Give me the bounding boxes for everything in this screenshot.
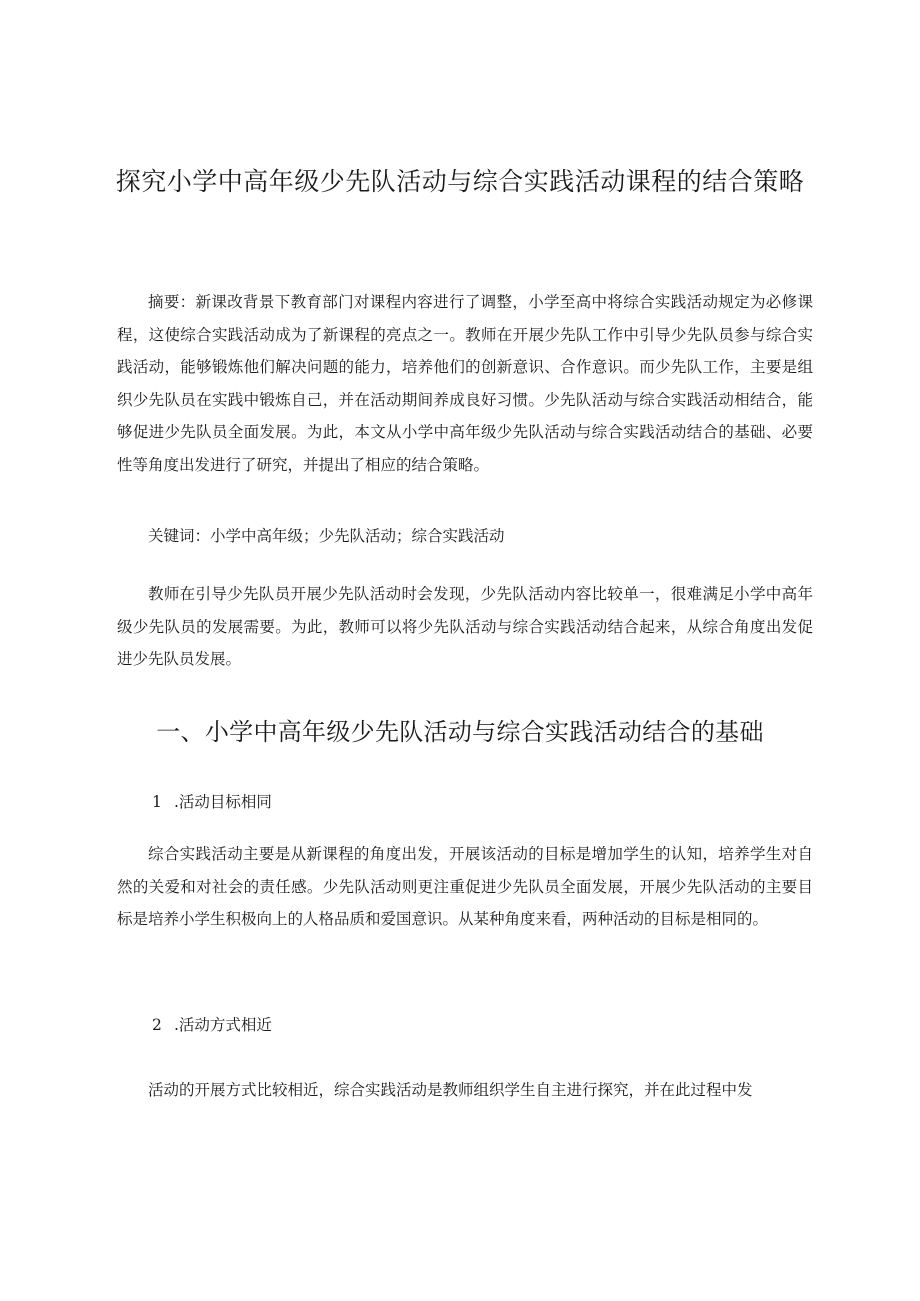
subsection-2-label: .活动方式相近 (174, 1016, 272, 1034)
subsection-2-number: 2 (152, 1016, 162, 1034)
subsection-1-paragraph: 综合实践活动主要是从新课程的角度出发，开展该活动的目标是增加学生的认知，培养学生对自然的关爱和对社会的责任感。少先队活动则更注重促进少先队员全面发展，开展少先队活动的主要目标是培养小学生积极向上的人格品质和爱国意识。从某种角度来看，两种活动的目标是相同的。 (117, 845, 813, 928)
abstract-paragraph: 摘要：新课改背景下教育部门对课程内容进行了调整，小学至高中将综合实践活动规定为必修课程，这使综合实践活动成为了新课程的亮点之一。教师在开展少先队工作中引导少先队员参与综合实践活动，能够锻炼他们解决问题的能力，培养他们的创新意识、合作意识。而少先队工作，主要是组织少先队员在实践中锻炼自己，并在活动期间养成良好习惯。少先队活动与综合实践活动相结合，能够促进少先队员全面发展。为此，本文从小学中高年级少先队活动与综合实践活动结合的基础、必要性等角度出发进行了研究，并提出了相应的结合策略。 (117, 293, 813, 474)
section-1-heading: 一、小学中高年级少先队活动与综合实践活动结合的基础 (156, 718, 764, 746)
keywords-line: 关键词：小学中高年级；少先队活动；综合实践活动 (148, 527, 505, 545)
subsection-1-number: 1 (152, 793, 162, 811)
subsection-2-paragraph: 活动的开展方式比较相近，综合实践活动是教师组织学生自主进行探究，并在此过程中发 (148, 1081, 753, 1099)
subsection-1-heading (152, 788, 272, 816)
document-title: 探究小学中高年级少先队活动与综合实践活动课程的结合策略 (115, 167, 805, 196)
intro-paragraph: 教师在引导少先队员开展少先队活动时会发现，少先队活动内容比较单一，很难满足小学中高年级少先队员的发展需要。为此，教师可以将少先队活动与综合实践活动结合起来，从综合角度出发促进少先队员发展。 (117, 585, 813, 668)
subsection-1-label: .活动目标相同 (174, 793, 272, 811)
subsection-2-heading (152, 1011, 272, 1039)
